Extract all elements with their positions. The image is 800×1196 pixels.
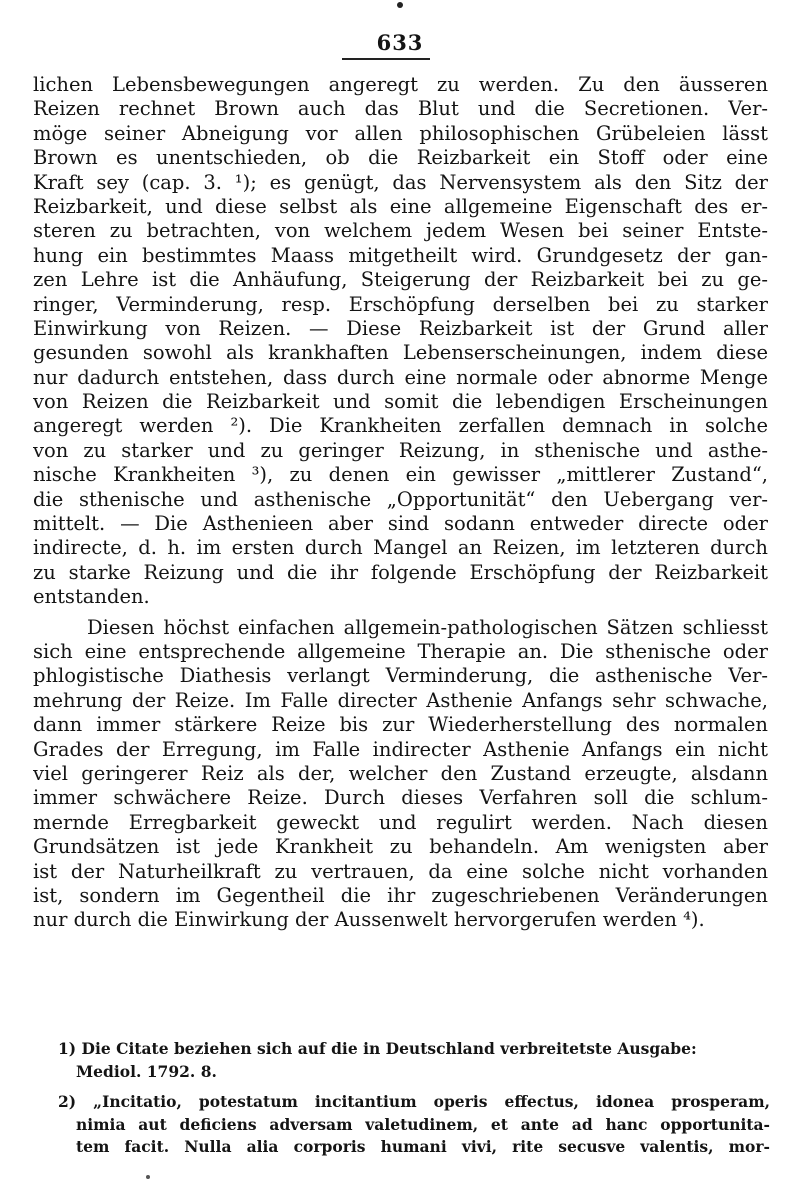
text-line: zen Lehre ist die Anhäufung, Steigerung der Reizbarkeit bei zu ge- (33, 268, 768, 292)
footnote-line: Mediol. 1792. 8. (76, 1061, 217, 1081)
text-line: möge seiner Abneigung vor allen philosophischen Grübeleien lässt (33, 121, 768, 145)
page-number-rule (342, 58, 430, 60)
text-line: Diesen höchst einfachen allgemein-pathologischen Sätzen schliesst (87, 615, 768, 639)
text-line: gesunden sowohl als krankhaften Lebenserscheinungen, indem diese (33, 341, 768, 365)
text-line: immer schwächere Reize. Durch dieses Verfahren soll die schlum- (33, 786, 768, 810)
text-line: ringer, Verminderung, resp. Erschöpfung derselben bei zu starker (33, 292, 768, 316)
text-line: Einwirkung von Reizen. — Diese Reizbarkeit ist der Grund aller (33, 316, 768, 340)
text-line: Kraft sey (cap. 3. ¹); es genügt, das Nervensystem als den Sitz der (33, 170, 768, 194)
text-line: entstanden. (33, 585, 150, 609)
text-line: Brown es unentschieden, ob die Reizbarkeit ein Stoff oder eine (33, 146, 768, 170)
ink-speck-bottom (146, 1175, 150, 1179)
text-line: mernde Erregbarkeit geweckt und regulirt werden. Nach diesen (33, 810, 768, 834)
text-line: mehrung der Reize. Im Falle directer Asthenie Anfangs sehr schwache, (33, 688, 768, 712)
text-line: Grades der Erregung, im Falle indirecter Asthenie Anfangs ein nicht (33, 737, 768, 761)
footnote-line: tem facit. Nulla alia corporis humani vivi, rite secusve valentis, mor- (76, 1137, 770, 1156)
ink-speck-top (397, 2, 403, 8)
text-line: indirecte, d. h. im ersten durch Mangel an Reizen, im letzteren durch (33, 536, 768, 560)
footnote-line: 1) Die Citate beziehen sich auf die in Deutschland verbreitetste Ausgabe: (58, 1039, 697, 1058)
text-line: Grundsätzen ist jede Krankheit zu behandeln. Am wenigsten aber (33, 835, 768, 859)
text-line: steren zu betrachten, von welchem jedem Wesen bei seiner Entste- (33, 219, 768, 243)
text-line: sich eine entsprechende allgemeine Therapie an. Die sthenische oder (33, 639, 768, 663)
text-line: Reizen rechnet Brown auch das Blut und die Secretionen. Ver- (33, 97, 768, 121)
footnotes (58, 1038, 770, 1159)
page-number: 633 (376, 30, 424, 55)
text-line: viel geringerer Reiz als der, welcher den Zustand erzeugte, alsdann (33, 761, 768, 785)
text-line: phlogistische Diathesis verlangt Verminderung, die asthenische Ver- (33, 664, 768, 688)
text-line: zu starke Reizung und die ihr folgende Erschöpfung der Reizbarkeit (33, 560, 768, 584)
text-line: lichen Lebensbewegungen angeregt zu werden. Zu den äusseren (33, 73, 768, 96)
text-line: von Reizen die Reizbarkeit und somit die lebendigen Erscheinungen (33, 390, 768, 414)
footnote-line: nimia aut deficiens adversam valetudinem, et ante ad hanc opportunita- (76, 1114, 770, 1134)
footnote-line: 2) „Incitatio, potestatum incitantium operis effectus, idonea prosperam, (58, 1092, 770, 1111)
text-line: Reizbarkeit, und diese selbst als eine allgemeine Eigenschaft des er- (33, 194, 768, 218)
text-line: nur durch die Einwirkung der Aussenwelt hervorgerufen werden ⁴). (33, 908, 705, 932)
text-line: ist, sondern im Gegentheil die ihr zugeschriebenen Veränderungen (33, 883, 768, 907)
text-line: von zu starker und zu geringer Reizung, in sthenische und asthe- (33, 438, 768, 462)
text-line: hung ein bestimmtes Maass mitgetheilt wird. Grundgesetz der gan- (33, 243, 768, 267)
text-line: mittelt. — Die Asthenieen aber sind sodann entweder directe oder (33, 512, 768, 536)
text-line: nur dadurch entstehen, dass durch eine normale oder abnorme Menge (33, 365, 768, 389)
text-line: dann immer stärkere Reize bis zur Wiederherstellung des normalen (33, 713, 768, 737)
text-line: nische Krankheiten ³), zu denen ein gewisser „mittlerer Zustand“, (33, 463, 768, 487)
text-line: die sthenische und asthenische „Opportunität“ den Uebergang ver- (33, 487, 768, 511)
text-line: angeregt werden ²). Die Krankheiten zerfallen demnach in solche (33, 414, 768, 438)
main-text (33, 73, 768, 933)
text-line: ist der Naturheilkraft zu vertrauen, da eine solche nicht vorhanden (33, 859, 768, 883)
